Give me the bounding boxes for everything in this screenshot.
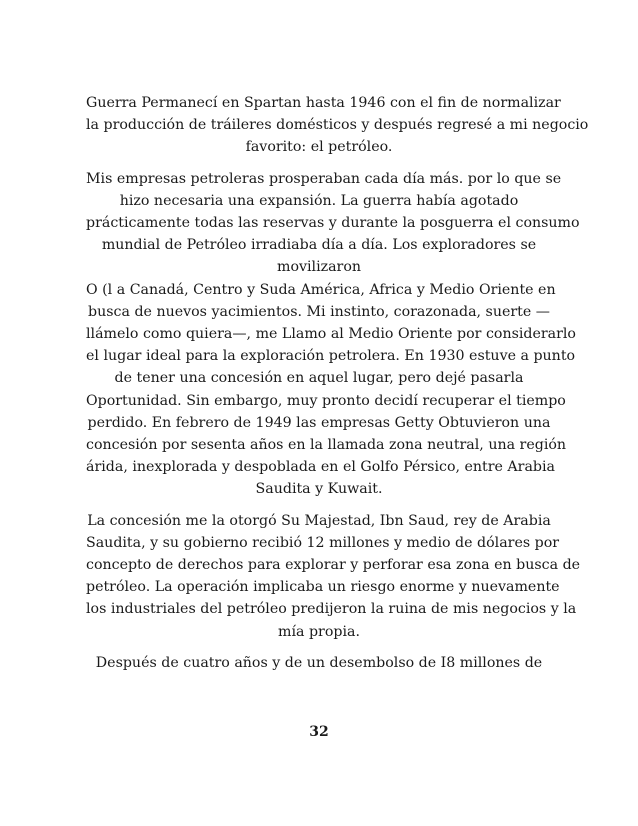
text-line: Saudita y Kuwait. <box>255 481 383 498</box>
text-line: La concesión me la otorgó Su Majestad, Ibn Saud, rey de Arabia <box>87 512 551 529</box>
text-line: el lugar ideal para la exploración petrolera. En 1930 estuve a punto <box>86 348 576 365</box>
text-line: la producción de tráileres domésticos y después regresé a mi negocio <box>86 117 589 134</box>
text-line: favorito: el petróleo. <box>245 139 393 156</box>
text-line: mundial de Petróleo irradiaba día a día. Los exploradores se <box>101 237 537 254</box>
paragraph-3 <box>86 510 581 643</box>
text-line: O (l a Canadá, Centro y Suda América, Africa y Medio Oriente en <box>86 281 556 298</box>
page-number: 32 <box>309 724 329 740</box>
text-line: árida, inexplorada y despoblada en el Golfo Pérsico, entre Arabia <box>86 459 555 476</box>
paragraph-2 <box>86 168 580 501</box>
text-line: busca de nuevos yacimientos. Mi instinto, corazonada, suerte — <box>88 303 550 320</box>
text-line: Oportunidad. Sin embargo, muy pronto decidí recuperar el tiempo <box>86 392 566 409</box>
text-line: Saudita, y su gobierno recibió 12 millones y medio de dólares por <box>86 534 560 551</box>
text-line: hizo necesaria una expansión. La guerra había agotado <box>119 192 519 209</box>
body-text <box>86 92 589 683</box>
text-line: concepto de derechos para explorar y perforar esa zona en busca de <box>86 557 581 574</box>
text-line: llámelo como quiera—, me Llamo al Medio Oriente por considerarlo <box>86 326 576 343</box>
text-line: mía propia. <box>278 623 360 640</box>
text-line: de tener una concesión en aquel lugar, pero dejé pasarla <box>114 370 524 387</box>
text-line: Después de cuatro años y de un desembolso de I8 millones de <box>95 654 543 671</box>
text-line: movilizaron <box>276 259 362 276</box>
text-line: Guerra Permanecí en Spartan hasta 1946 con el fin de normalizar <box>86 95 561 111</box>
text-line: los industriales del petróleo predijeron la ruina de mis negocios y la <box>86 601 577 618</box>
text-line: Mis empresas petroleras prosperaban cada día más. por lo que se <box>86 170 562 187</box>
text-line: perdido. En febrero de 1949 las empresas Getty Obtuvieron una <box>87 414 551 431</box>
paragraph-4 <box>86 652 552 674</box>
text-line: prácticamente todas las reservas y durante la posguerra el consumo <box>86 215 580 232</box>
text-line: petróleo. La operación implicaba un riesgo enorme y nuevamente <box>86 579 560 596</box>
text-line: concesión por sesenta años en la llamada zona neutral, una región <box>86 437 567 454</box>
paragraph-1 <box>86 92 589 159</box>
